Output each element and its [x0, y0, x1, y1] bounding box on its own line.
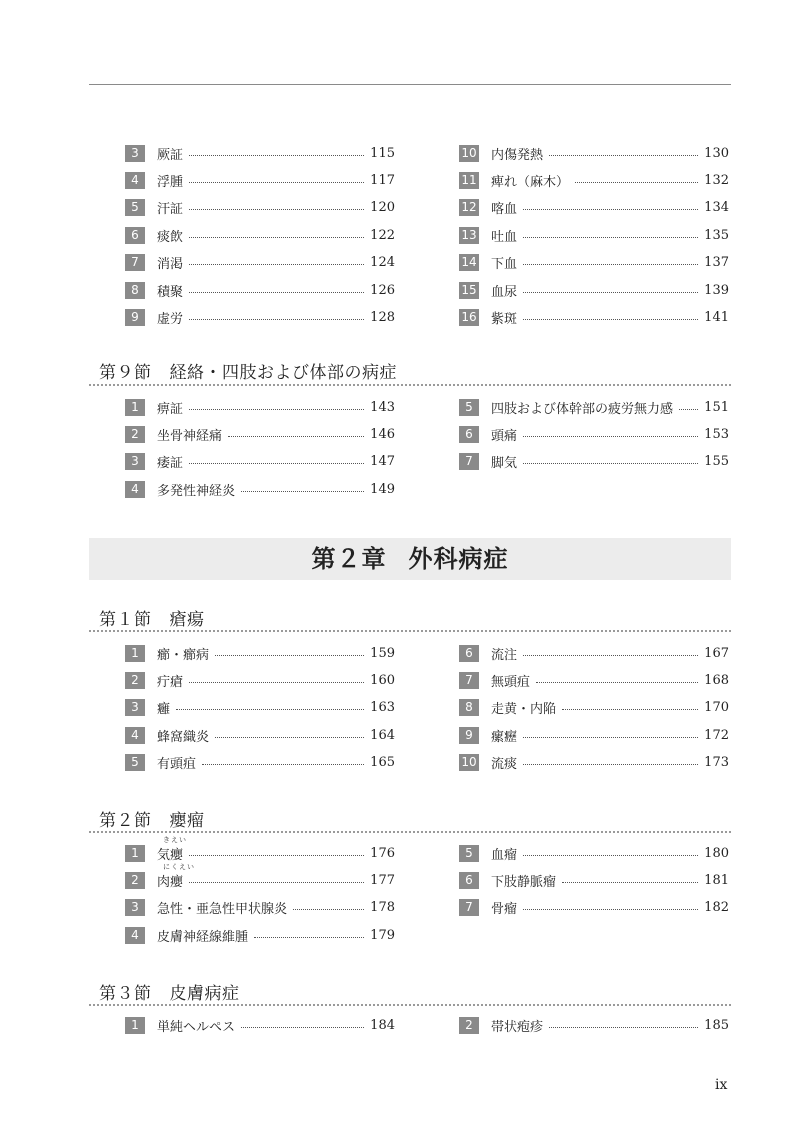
toc-entry[interactable] — [459, 671, 729, 689]
section-heading — [99, 979, 240, 1004]
dot-leader — [189, 463, 364, 464]
entry-title-text: 下肢静脈瘤 — [491, 874, 557, 890]
section-title: 皮膚病症 — [169, 984, 240, 1004]
entry-page-number: 173 — [704, 755, 729, 771]
dot-leader — [523, 655, 698, 656]
toc-entry[interactable] — [125, 1016, 395, 1034]
dot-leader — [523, 319, 698, 320]
entry-page-number: 159 — [370, 645, 395, 661]
entry-title — [157, 1016, 235, 1035]
dot-leader — [189, 292, 364, 293]
toc-entry[interactable] — [125, 754, 395, 772]
entry-title-text: 無頭疽 — [491, 674, 531, 690]
entry-title — [157, 671, 183, 690]
toc-entry[interactable] — [459, 726, 729, 744]
chapter-title — [89, 538, 731, 580]
dot-leader — [189, 855, 364, 856]
entry-number-badge: 6 — [459, 426, 479, 443]
dot-leader — [189, 682, 364, 683]
entry-title-text: 急性・亜急性甲状腺炎 — [157, 902, 288, 918]
toc-entry[interactable] — [459, 453, 729, 471]
toc-entry[interactable] — [125, 398, 395, 416]
entry-title — [157, 726, 209, 745]
entry-title-text: 坐骨神経痛 — [157, 428, 223, 444]
entry-title-text: 下血 — [491, 257, 518, 273]
toc-entry[interactable] — [459, 899, 729, 917]
toc-entry[interactable] — [125, 254, 395, 272]
toc-entry[interactable] — [459, 199, 729, 217]
entry-page-number: 164 — [370, 727, 395, 743]
entry-title-text: 疔瘡 — [157, 674, 184, 690]
entry-title — [491, 308, 517, 327]
dot-leader — [189, 155, 364, 156]
entry-title-text: 痹証 — [157, 401, 184, 417]
entry-number-badge: 2 — [459, 1017, 479, 1034]
entry-title — [157, 171, 183, 190]
dot-leader — [523, 209, 698, 210]
entry-number-badge: 13 — [459, 227, 479, 244]
entry-title — [491, 198, 517, 217]
section-rule — [89, 1004, 731, 1006]
entry-page-number: 151 — [704, 399, 729, 415]
entry-title — [157, 480, 235, 499]
entry-page-number: 147 — [370, 454, 395, 470]
entry-page-number: 168 — [704, 672, 729, 688]
entry-ruby: きえい — [163, 835, 187, 844]
dot-leader — [176, 709, 364, 710]
toc-entry[interactable] — [125, 862, 395, 890]
dot-leader — [562, 882, 698, 883]
entry-title-text: 気癭 — [157, 847, 184, 863]
toc-entry[interactable] — [125, 453, 395, 471]
entry-title — [491, 452, 517, 471]
toc-entry[interactable] — [125, 226, 395, 244]
entry-title — [491, 753, 517, 772]
entry-title — [491, 425, 517, 444]
entry-title — [157, 926, 248, 945]
entry-title-text: 虚労 — [157, 311, 184, 327]
entry-page-number: 160 — [370, 672, 395, 688]
entry-number-badge: 1 — [125, 645, 145, 662]
toc-entry[interactable] — [459, 226, 729, 244]
entry-number-badge: 7 — [459, 899, 479, 916]
entry-title — [491, 644, 517, 663]
toc-entry[interactable] — [125, 926, 395, 944]
entry-title-text: 有頭疽 — [157, 757, 197, 773]
entry-page-number: 163 — [370, 700, 395, 716]
entry-page-number: 128 — [370, 309, 395, 325]
section-rule — [89, 630, 731, 632]
toc-entry[interactable] — [125, 644, 395, 662]
entry-page-number: 137 — [704, 255, 729, 271]
entry-number-badge: 4 — [125, 727, 145, 744]
entry-title — [491, 281, 517, 300]
toc-entry[interactable] — [459, 308, 729, 326]
dot-leader — [549, 155, 698, 156]
entry-title-text: 流痰 — [491, 757, 518, 773]
entry-ruby: にくえい — [163, 862, 195, 871]
entry-title-text: 肉癭 — [157, 874, 184, 890]
entry-number-badge: 3 — [125, 145, 145, 162]
toc-entry[interactable] — [125, 671, 395, 689]
entry-number-badge: 8 — [459, 699, 479, 716]
entry-title-text: 頭痛 — [491, 428, 518, 444]
entry-title — [491, 671, 530, 690]
dot-leader — [189, 882, 364, 883]
entry-title — [157, 308, 183, 327]
section-number: 第２節 — [99, 811, 152, 831]
entry-number-badge: 5 — [459, 845, 479, 862]
entry-page-number: 155 — [704, 454, 729, 470]
entry-number-badge: 4 — [125, 927, 145, 944]
dot-leader — [523, 909, 698, 910]
dot-leader — [523, 237, 698, 238]
entry-title — [157, 281, 183, 300]
entry-page-number: 143 — [370, 399, 395, 415]
entry-title — [491, 226, 517, 245]
entry-page-number: 153 — [704, 426, 729, 442]
entry-title-text: 厥証 — [157, 147, 184, 163]
entry-title — [157, 226, 183, 245]
toc-entry[interactable] — [459, 644, 729, 662]
entry-title-text: 血瘤 — [491, 847, 518, 863]
dot-leader — [523, 764, 698, 765]
toc-entry[interactable] — [125, 835, 395, 863]
entry-title-text: 走黄・内陥 — [491, 702, 557, 718]
entry-number-badge: 3 — [125, 453, 145, 470]
toc-entry[interactable] — [459, 281, 729, 299]
entry-page-number: 165 — [370, 755, 395, 771]
entry-title — [157, 862, 195, 890]
entry-page-number: 146 — [370, 426, 395, 442]
dot-leader — [189, 182, 364, 183]
entry-page-number: 115 — [370, 145, 395, 161]
entry-title — [491, 398, 673, 417]
dot-leader — [523, 292, 698, 293]
dot-leader — [189, 264, 364, 265]
entry-number-badge: 14 — [459, 254, 479, 271]
entry-page-number: 130 — [704, 145, 729, 161]
entry-title-text: 癰 — [157, 702, 171, 718]
entry-title — [491, 253, 517, 272]
toc-entry[interactable] — [125, 281, 395, 299]
toc-entry[interactable] — [459, 1016, 729, 1034]
entry-title-text: 吐血 — [491, 229, 518, 245]
entry-title — [157, 452, 183, 471]
entry-title-text: 四肢および体幹部の疲労無力感 — [491, 401, 674, 417]
entry-page-number: 170 — [704, 700, 729, 716]
section-title: 癭瘤 — [169, 811, 205, 831]
entry-title — [491, 726, 517, 745]
dot-leader — [562, 709, 698, 710]
entry-page-number: 185 — [704, 1017, 729, 1033]
entry-page-number: 178 — [370, 900, 395, 916]
entry-page-number: 182 — [704, 900, 729, 916]
entry-page-number: 134 — [704, 200, 729, 216]
toc-entry[interactable] — [125, 308, 395, 326]
entry-number-badge: 3 — [125, 899, 145, 916]
entry-title-text: 多発性神経炎 — [157, 483, 236, 499]
toc-entry[interactable] — [125, 425, 395, 443]
section-heading — [99, 358, 397, 383]
section-number: 第１節 — [99, 610, 152, 630]
entry-number-badge: 5 — [125, 754, 145, 771]
entry-title-text: 脚気 — [491, 456, 518, 472]
entry-number-badge: 7 — [459, 672, 479, 689]
entry-title — [157, 425, 222, 444]
entry-number-badge: 15 — [459, 282, 479, 299]
dot-leader — [293, 909, 364, 910]
dot-leader — [228, 436, 364, 437]
dot-leader — [241, 1027, 364, 1028]
entry-title-text: 血尿 — [491, 284, 518, 300]
entry-page-number: 172 — [704, 727, 729, 743]
entry-page-number: 184 — [370, 1017, 395, 1033]
entry-title-text: 蜂窩織炎 — [157, 729, 210, 745]
dot-leader — [549, 1027, 698, 1028]
dot-leader — [523, 855, 698, 856]
dot-leader — [202, 764, 364, 765]
dot-leader — [523, 463, 698, 464]
section-number: 第９節 — [99, 363, 152, 383]
entry-title-text: 骨瘤 — [491, 902, 518, 918]
entry-title — [157, 253, 183, 272]
toc-entry[interactable] — [459, 844, 729, 862]
entry-number-badge: 5 — [459, 399, 479, 416]
entry-number-badge: 1 — [125, 845, 145, 862]
entry-title-text: 単純ヘルペス — [157, 1019, 236, 1035]
entry-title — [491, 898, 517, 917]
entry-title-text: 喀血 — [491, 202, 518, 218]
toc-entry[interactable] — [459, 398, 729, 416]
toc-entry[interactable] — [459, 171, 729, 189]
entry-number-badge: 2 — [125, 426, 145, 443]
entry-title-text: 積聚 — [157, 284, 184, 300]
entry-page-number: 149 — [370, 481, 395, 497]
entry-title — [157, 198, 183, 217]
dot-leader — [523, 737, 698, 738]
entry-number-badge: 1 — [125, 399, 145, 416]
toc-entry[interactable] — [459, 425, 729, 443]
entry-number-badge: 10 — [459, 145, 479, 162]
entry-number-badge: 6 — [459, 872, 479, 889]
section-title: 瘡瘍 — [169, 610, 205, 630]
dot-leader — [189, 319, 364, 320]
entry-title-text: 流注 — [491, 647, 518, 663]
section-number: 第３節 — [99, 984, 152, 1004]
entry-title-text: 帯状疱疹 — [491, 1019, 544, 1035]
chapter-number: 第２章 — [311, 544, 387, 573]
entry-title-text: 皮膚神経線維腫 — [157, 929, 249, 945]
entry-page-number: 126 — [370, 282, 395, 298]
entry-title — [491, 871, 556, 890]
entry-number-badge: 9 — [459, 727, 479, 744]
entry-title — [491, 144, 543, 163]
entry-page-number: 117 — [370, 172, 395, 188]
entry-page-number: 122 — [370, 227, 395, 243]
entry-page-number: 167 — [704, 645, 729, 661]
entry-title-text: 浮腫 — [157, 174, 184, 190]
entry-title-text: 痰飲 — [157, 229, 184, 245]
entry-page-number: 179 — [370, 927, 395, 943]
entry-number-badge: 8 — [125, 282, 145, 299]
entry-title — [491, 1016, 543, 1035]
toc-entry[interactable] — [459, 871, 729, 889]
dot-leader — [575, 182, 698, 183]
entry-number-badge: 4 — [125, 172, 145, 189]
dot-leader — [523, 436, 698, 437]
chapter-band — [89, 538, 731, 580]
entry-title-text: 痿証 — [157, 456, 184, 472]
dot-leader — [189, 409, 364, 410]
entry-title — [157, 644, 209, 663]
entry-title-text: 痺れ（麻木） — [491, 174, 570, 190]
dot-leader — [254, 937, 364, 938]
entry-number-badge: 4 — [125, 481, 145, 498]
entry-page-number: 139 — [704, 282, 729, 298]
toc-entry[interactable] — [125, 899, 395, 917]
entry-page-number: 135 — [704, 227, 729, 243]
toc-entry[interactable] — [459, 699, 729, 717]
entry-number-badge: 7 — [459, 453, 479, 470]
entry-title-text: 紫斑 — [491, 311, 518, 327]
toc-entry[interactable] — [125, 171, 395, 189]
dot-leader — [536, 682, 698, 683]
entry-page-number: 120 — [370, 200, 395, 216]
toc-entry[interactable] — [125, 144, 395, 162]
entry-number-badge: 2 — [125, 672, 145, 689]
dot-leader — [215, 655, 364, 656]
entry-title-text: 汗証 — [157, 202, 184, 218]
entry-page-number: 176 — [370, 845, 395, 861]
entry-number-badge: 2 — [125, 872, 145, 889]
toc-entry[interactable] — [125, 480, 395, 498]
entry-title — [157, 898, 287, 917]
entry-title — [157, 398, 183, 417]
entry-title — [491, 171, 569, 190]
entry-title-text: 消渇 — [157, 257, 184, 273]
dot-leader — [189, 209, 364, 210]
toc-entry[interactable] — [125, 726, 395, 744]
entry-title — [491, 698, 556, 717]
entry-page-number: 180 — [704, 845, 729, 861]
section-heading — [99, 605, 205, 630]
header-rule — [89, 84, 731, 85]
entry-number-badge: 12 — [459, 199, 479, 216]
dot-leader — [679, 409, 698, 410]
toc-entry[interactable] — [125, 699, 395, 717]
toc-entry[interactable] — [459, 754, 729, 772]
page-number: ix — [715, 1077, 728, 1093]
section-rule — [89, 831, 731, 833]
section-title: 経絡・四肢および体部の病症 — [169, 363, 397, 383]
dot-leader — [241, 491, 364, 492]
entry-page-number: 177 — [370, 872, 395, 888]
entry-title — [157, 835, 187, 863]
entry-title — [157, 144, 183, 163]
dot-leader — [215, 737, 364, 738]
entry-page-number: 124 — [370, 255, 395, 271]
chapter-name: 外科病症 — [408, 544, 509, 573]
entry-page-number: 132 — [704, 172, 729, 188]
entry-page-number: 181 — [704, 872, 729, 888]
entry-title — [491, 844, 517, 863]
entry-title-text: 癤・癤病 — [157, 647, 210, 663]
entry-title — [157, 753, 196, 772]
toc-entry[interactable] — [459, 144, 729, 162]
entry-number-badge: 11 — [459, 172, 479, 189]
section-heading — [99, 806, 205, 831]
entry-number-badge: 3 — [125, 699, 145, 716]
entry-number-badge: 6 — [459, 645, 479, 662]
entry-title-text: 瘰癧 — [491, 729, 518, 745]
entry-page-number: 141 — [704, 309, 729, 325]
section-rule — [89, 384, 731, 386]
entry-title — [157, 698, 170, 717]
entry-number-badge: 5 — [125, 199, 145, 216]
entry-number-badge: 16 — [459, 309, 479, 326]
dot-leader — [523, 264, 698, 265]
entry-number-badge: 10 — [459, 754, 479, 771]
entry-number-badge: 1 — [125, 1017, 145, 1034]
toc-entry[interactable] — [125, 199, 395, 217]
dot-leader — [189, 237, 364, 238]
entry-title-text: 内傷発熱 — [491, 147, 544, 163]
toc-entry[interactable] — [459, 254, 729, 272]
entry-number-badge: 6 — [125, 227, 145, 244]
entry-number-badge: 7 — [125, 254, 145, 271]
entry-number-badge: 9 — [125, 309, 145, 326]
